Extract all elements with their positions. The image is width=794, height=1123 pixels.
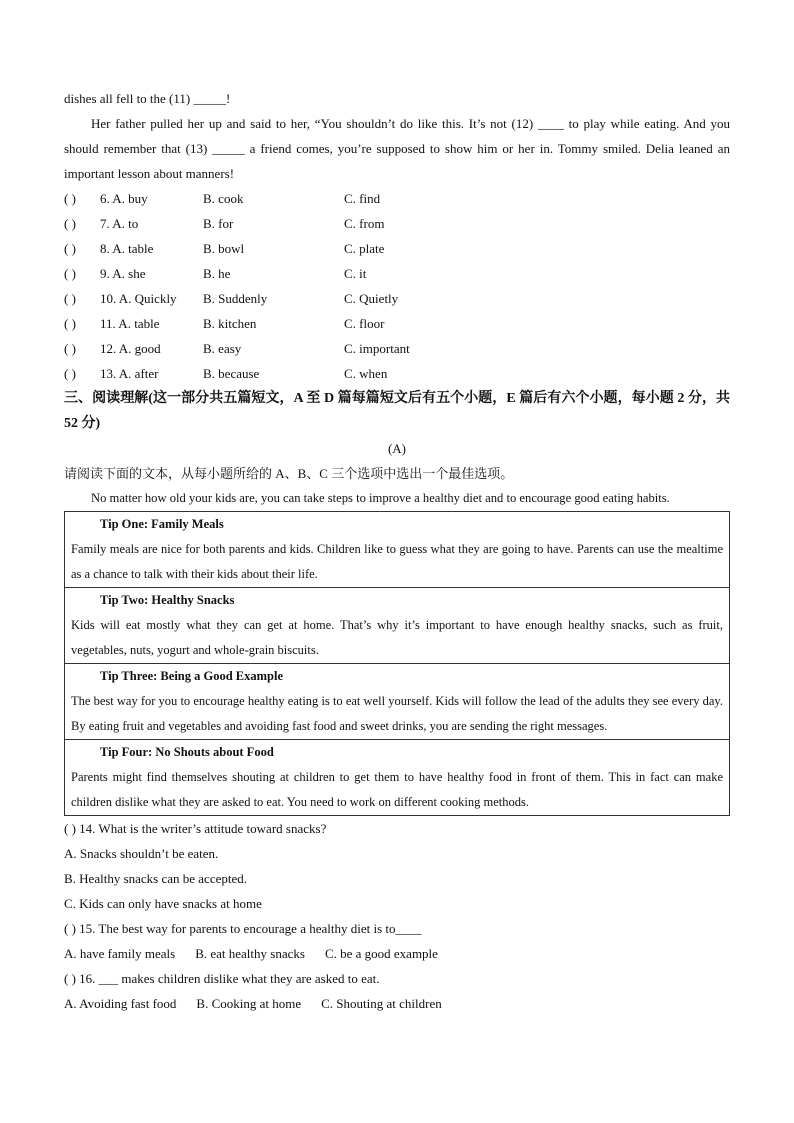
option-c: C. be a good example [324, 946, 438, 961]
tip-row [65, 512, 730, 588]
option-a: A. have family meals [64, 946, 176, 961]
option-a: 12. A. good [100, 341, 161, 356]
option-a: 11. A. table [100, 316, 160, 331]
option-b: B. Suddenly [203, 291, 268, 306]
answer-blank: ( ) [64, 191, 76, 206]
option-a: 6. A. buy [100, 191, 148, 206]
tips-table [64, 511, 730, 816]
tip-title: Tip Three: Being a Good Example [100, 669, 284, 683]
option-c: C. important [344, 341, 410, 356]
cloze-option-row [64, 336, 730, 361]
question-15 [64, 916, 730, 966]
cloze-option-row [64, 286, 730, 311]
option-a: 7. A. to [100, 216, 139, 231]
question-stem: ( ) 16. ___ makes children dislike what they are asked to eat. [64, 971, 380, 986]
option-b: B. he [203, 266, 231, 281]
answer-blank: ( ) [64, 341, 76, 356]
question-14 [64, 816, 730, 916]
answer-blank: ( ) [64, 316, 76, 331]
option-c: C. from [344, 216, 385, 231]
cloze-option-row [64, 361, 730, 386]
answer-blank: ( ) [64, 241, 76, 256]
option-a: A. Avoiding fast food [64, 996, 177, 1011]
option-c: C. Kids can only have snacks at home [64, 896, 262, 911]
option-b: B. Cooking at home [196, 996, 302, 1011]
option-b: B. Healthy snacks can be accepted. [64, 871, 248, 886]
cloze-option-row [64, 186, 730, 211]
option-a: 13. A. after [100, 366, 159, 381]
option-c: C. floor [344, 316, 385, 331]
cloze-option-row [64, 261, 730, 286]
option-c: C. Shouting at children [321, 996, 442, 1011]
passage-intro: No matter how old your kids are, you can take steps to improve a healthy diet and to encourage good eating habits. [91, 491, 670, 505]
answer-blank: ( ) [64, 366, 76, 381]
tip-cell [65, 588, 730, 664]
section-heading: 三、阅读理解(这一部分共五篇短文，A 至 D 篇每篇短文后有五个小题，E 篇后有六个小题，每小题 2 分，共 52 分) [64, 391, 730, 431]
cloze-line-11: dishes all fell to the (11) _____! [64, 91, 231, 106]
option-a: 10. A. Quickly [100, 291, 177, 306]
option-b: B. bowl [203, 241, 245, 256]
question-16 [64, 966, 730, 1016]
option-c: C. when [344, 366, 388, 381]
tip-body: The best way for you to encourage healthy eating is to eat well yourself. Kids will follow the lead of the adults they see every day. By eating fruit and vegetables and avoiding fast food and sweet drinks, you are sending the right messages. [71, 694, 723, 733]
option-b: B. cook [203, 191, 244, 206]
tip-cell [65, 740, 730, 816]
tip-cell [65, 664, 730, 740]
question-stem: ( ) 14. What is the writer’s attitude toward snacks? [64, 821, 327, 836]
cloze-options-list [64, 186, 730, 386]
option-b: B. for [203, 216, 234, 231]
cloze-paragraph: Her father pulled her up and said to her, “You shouldn’t do like this. It’s not (12) ____ to play while eating. And you should remember that (13) _____ a friend comes, you’re supposed to show him or her in. Tommy smiled. Delia leaned an important lesson about manners! [64, 116, 730, 181]
option-a: A. Snacks shouldn’t be eaten. [64, 846, 219, 861]
tip-body: Family meals are nice for both parents and kids. Children like to guess what they are going to have. Parents can use the mealtime as a chance to talk with their kids about their life. [71, 542, 723, 581]
answer-blank: ( ) [64, 291, 76, 306]
tip-row [65, 588, 730, 664]
question-options [64, 991, 730, 1016]
option-a: 8. A. table [100, 241, 154, 256]
option-a: 9. A. she [100, 266, 146, 281]
cloze-option-row [64, 236, 730, 261]
question-options [64, 941, 730, 966]
option-c: C. find [344, 191, 381, 206]
option-c: C. Quietly [344, 291, 399, 306]
instruction-text: 请阅读下面的文本，从每小题所给的 A、B、C 三个选项中选出一个最佳选项。 [64, 466, 514, 481]
option-c: C. it [344, 266, 367, 281]
question-stem: ( ) 15. The best way for parents to encourage a healthy diet is to____ [64, 921, 422, 936]
tip-title: Tip Two: Healthy Snacks [100, 593, 235, 607]
tip-body: Parents might find themselves shouting at children to get them to have healthy food in front of them. This in fact can make children dislike what they are asked to eat. You need to work on different cooking methods. [71, 770, 723, 809]
document-page [64, 86, 730, 1016]
passage-label: (A) [387, 441, 407, 456]
tip-row [65, 740, 730, 816]
option-b: B. because [203, 366, 260, 381]
cloze-option-row [64, 311, 730, 336]
option-b: B. easy [203, 341, 242, 356]
tip-cell [65, 512, 730, 588]
cloze-option-row [64, 211, 730, 236]
option-b: B. kitchen [203, 316, 257, 331]
answer-blank: ( ) [64, 266, 76, 281]
option-c: C. plate [344, 241, 385, 256]
tip-title: Tip One: Family Meals [100, 517, 224, 531]
option-b: B. eat healthy snacks [195, 946, 305, 961]
answer-blank: ( ) [64, 216, 76, 231]
tip-row [65, 664, 730, 740]
tip-body: Kids will eat mostly what they can get at home. That’s why it’s important to have enough healthy snacks, such as fruit, vegetables, nuts, yogurt and whole-grain biscuits. [71, 618, 723, 657]
tip-title: Tip Four: No Shouts about Food [100, 745, 274, 759]
